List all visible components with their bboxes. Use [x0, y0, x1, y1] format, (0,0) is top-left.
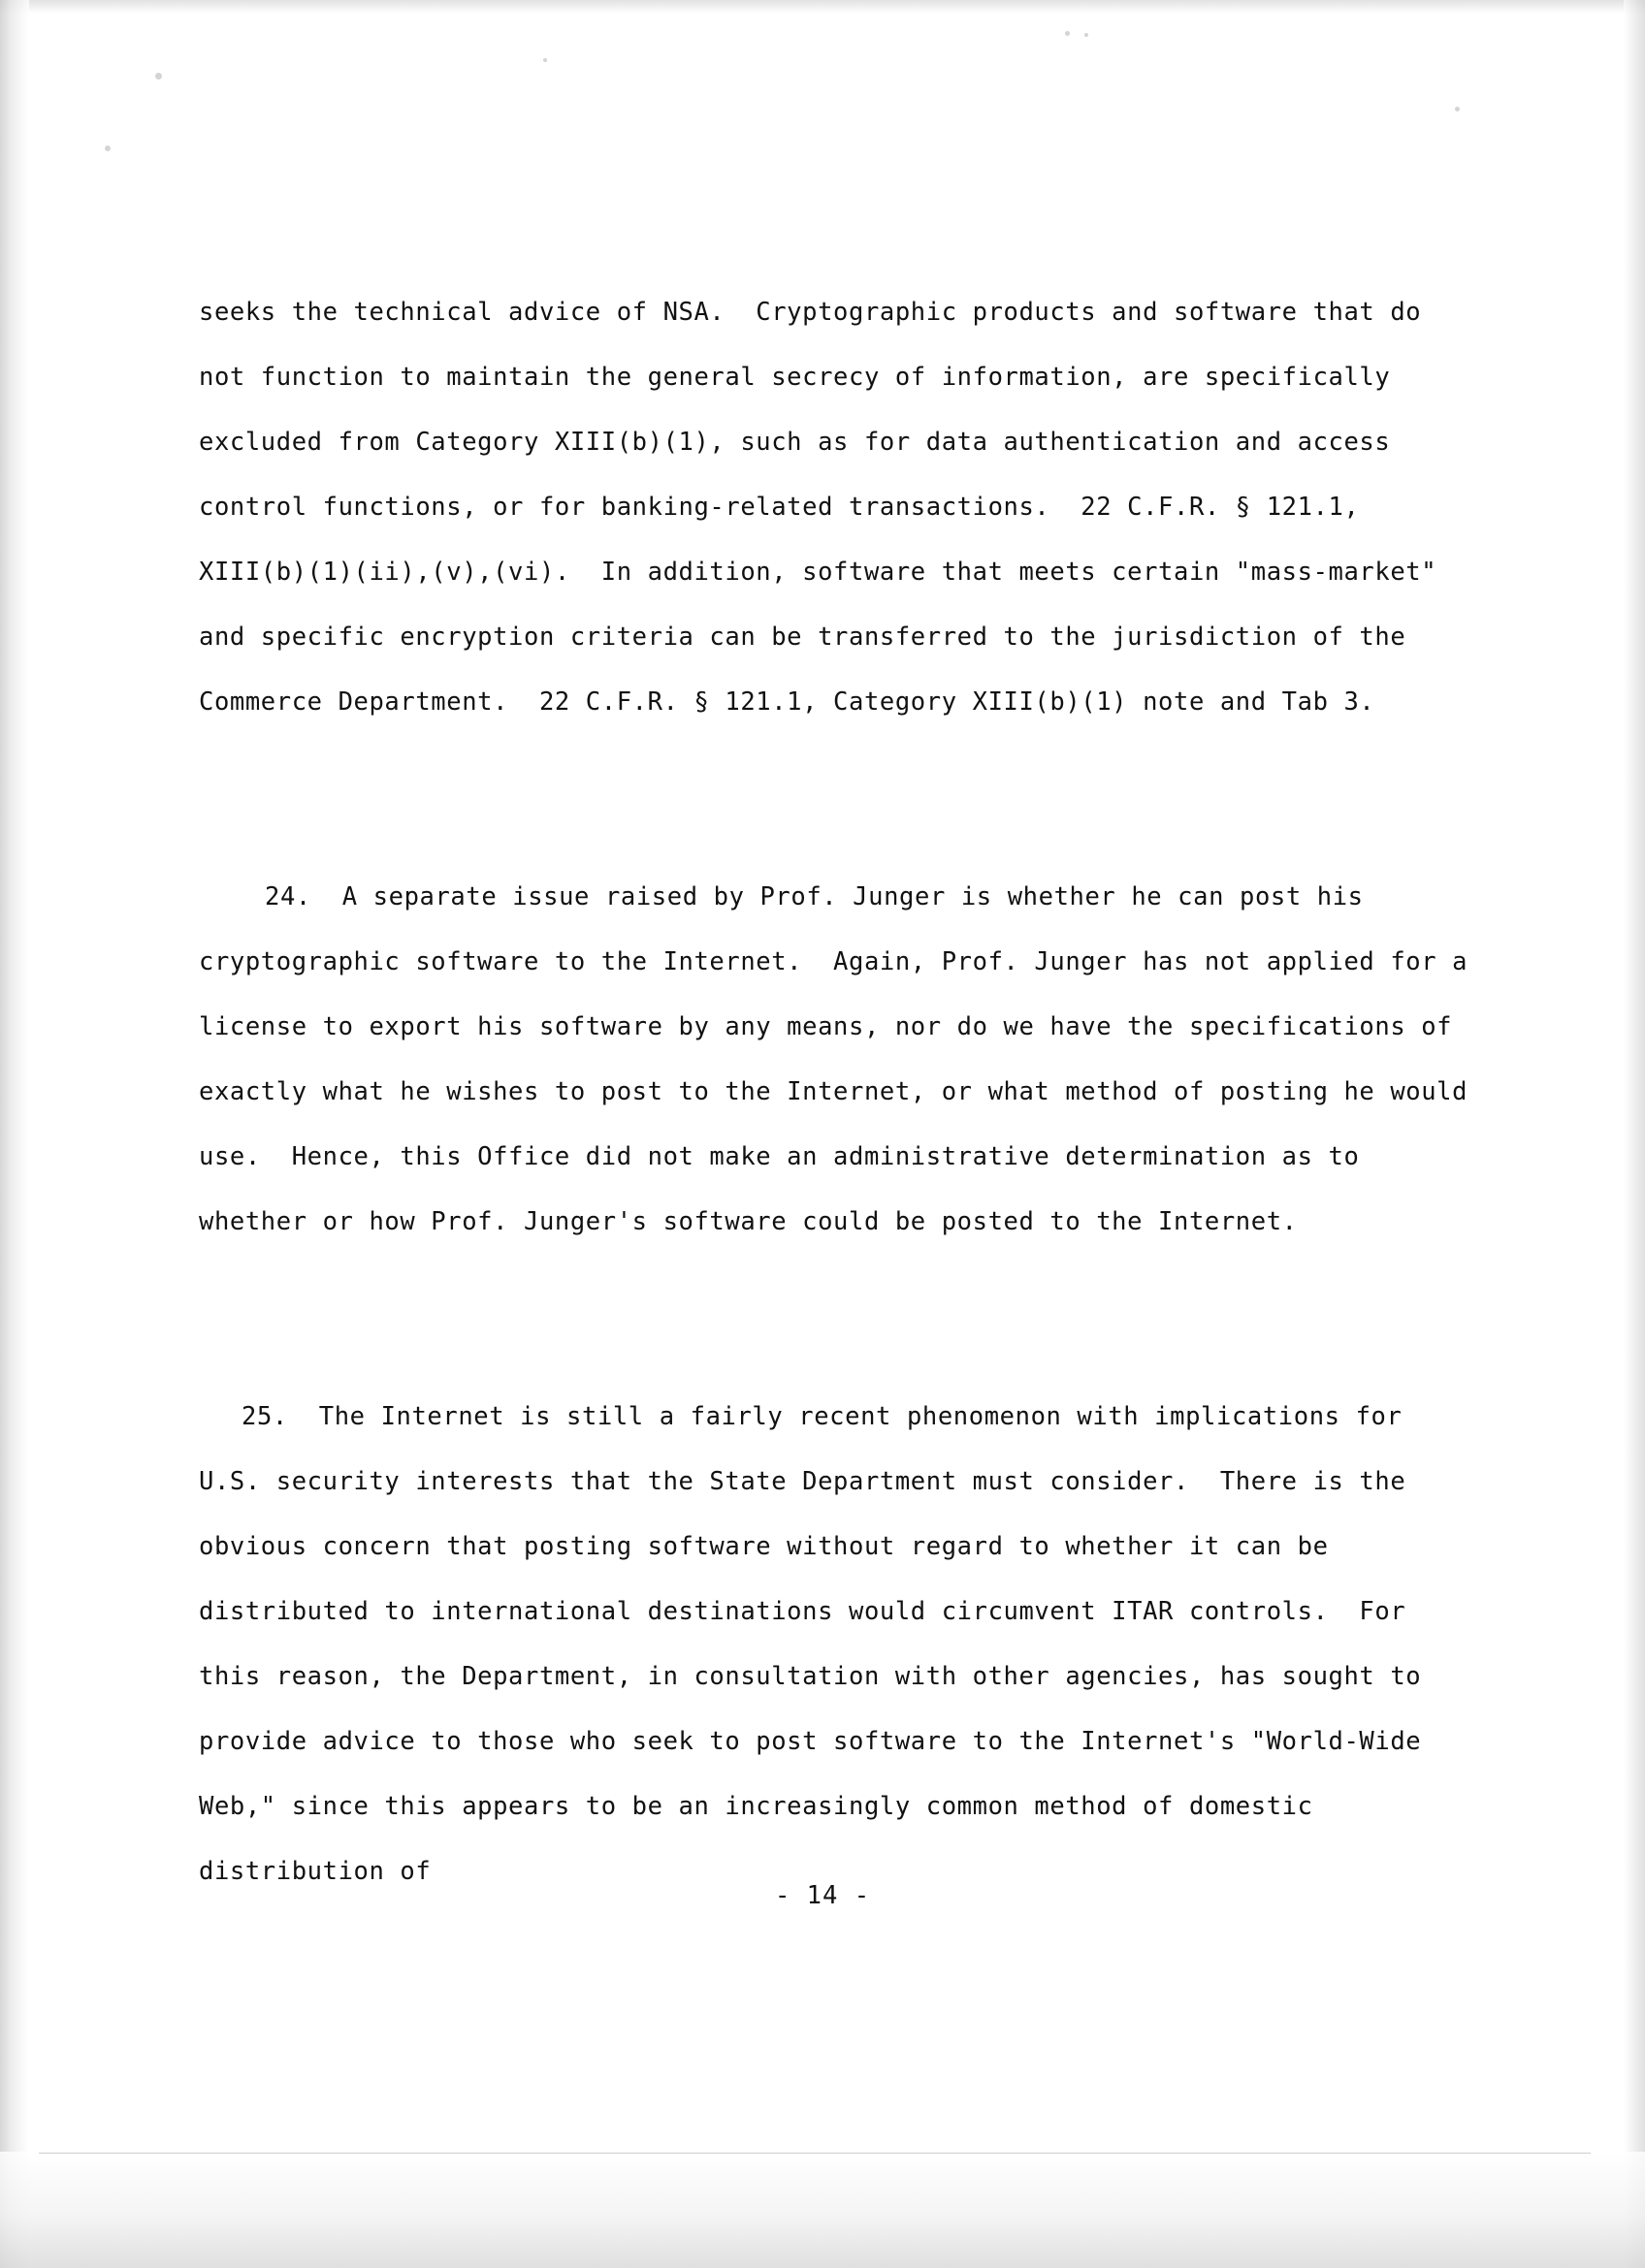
paragraph-24 — [199, 865, 1484, 1255]
scan-edge-top — [0, 0, 1645, 14]
paragraph-continuation: seeks the technical advice of NSA. Cryptographic products and software that do not function to maintain the general secrecy of information, are specifically excluded from Category XIII(b)(1), such as for data authentication and access control functions, or for banking-related transactions. 22 C.F.R. § 121.1, XIII(b)(1)(ii),(v),(vi). In addition, software that meets certain "mass-market" and specific encryption criteria can be transferred to the jurisdiction of the Commerce Department. 22 C.F.R. § 121.1, Category XIII(b)(1) note and Tab 3. — [199, 298, 1453, 717]
scan-speck — [543, 58, 547, 62]
scan-fold-line — [39, 2153, 1591, 2154]
paragraph-24-text: 24. A separate issue raised by Prof. Junger is whether he can post his cryptographic software to the Internet. Again, Prof. Junger has not applied for a license to export his software by any means, nor do we have the specifications of exactly what he wishes to post to the Internet, or what method of posting he would use. Hence, this Office did not make an administrative determination as to whether or how Prof. Junger's software could be posted to the Internet. — [199, 882, 1484, 1236]
scan-edge-bottom — [0, 2152, 1645, 2268]
page-number: - 14 - — [774, 1881, 871, 1910]
scan-edge-left — [0, 0, 29, 2268]
scan-speck — [155, 73, 162, 80]
scan-speck — [105, 145, 111, 151]
paragraph-25 — [199, 1385, 1479, 1904]
scan-speck — [1455, 107, 1460, 112]
scan-edge-right — [1624, 0, 1645, 2268]
paragraph-25-text: 25. The Internet is still a fairly recent phenomenon with implications for U.S. security interests that the State Department must consider. There is the obvious concern that posting software without regard to whether it can be distributed to international destinations would circumvent ITAR controls. For this reason, the Department, in consultation with other agencies, has sought to provide advice to those who seek to post software to the Internet's "World-Wide Web," since this appears to be an increasingly common method of domestic distribution of — [199, 1402, 1437, 1886]
document-body — [199, 150, 1484, 2034]
scan-speck — [1065, 31, 1070, 36]
scan-speck — [1084, 33, 1088, 37]
